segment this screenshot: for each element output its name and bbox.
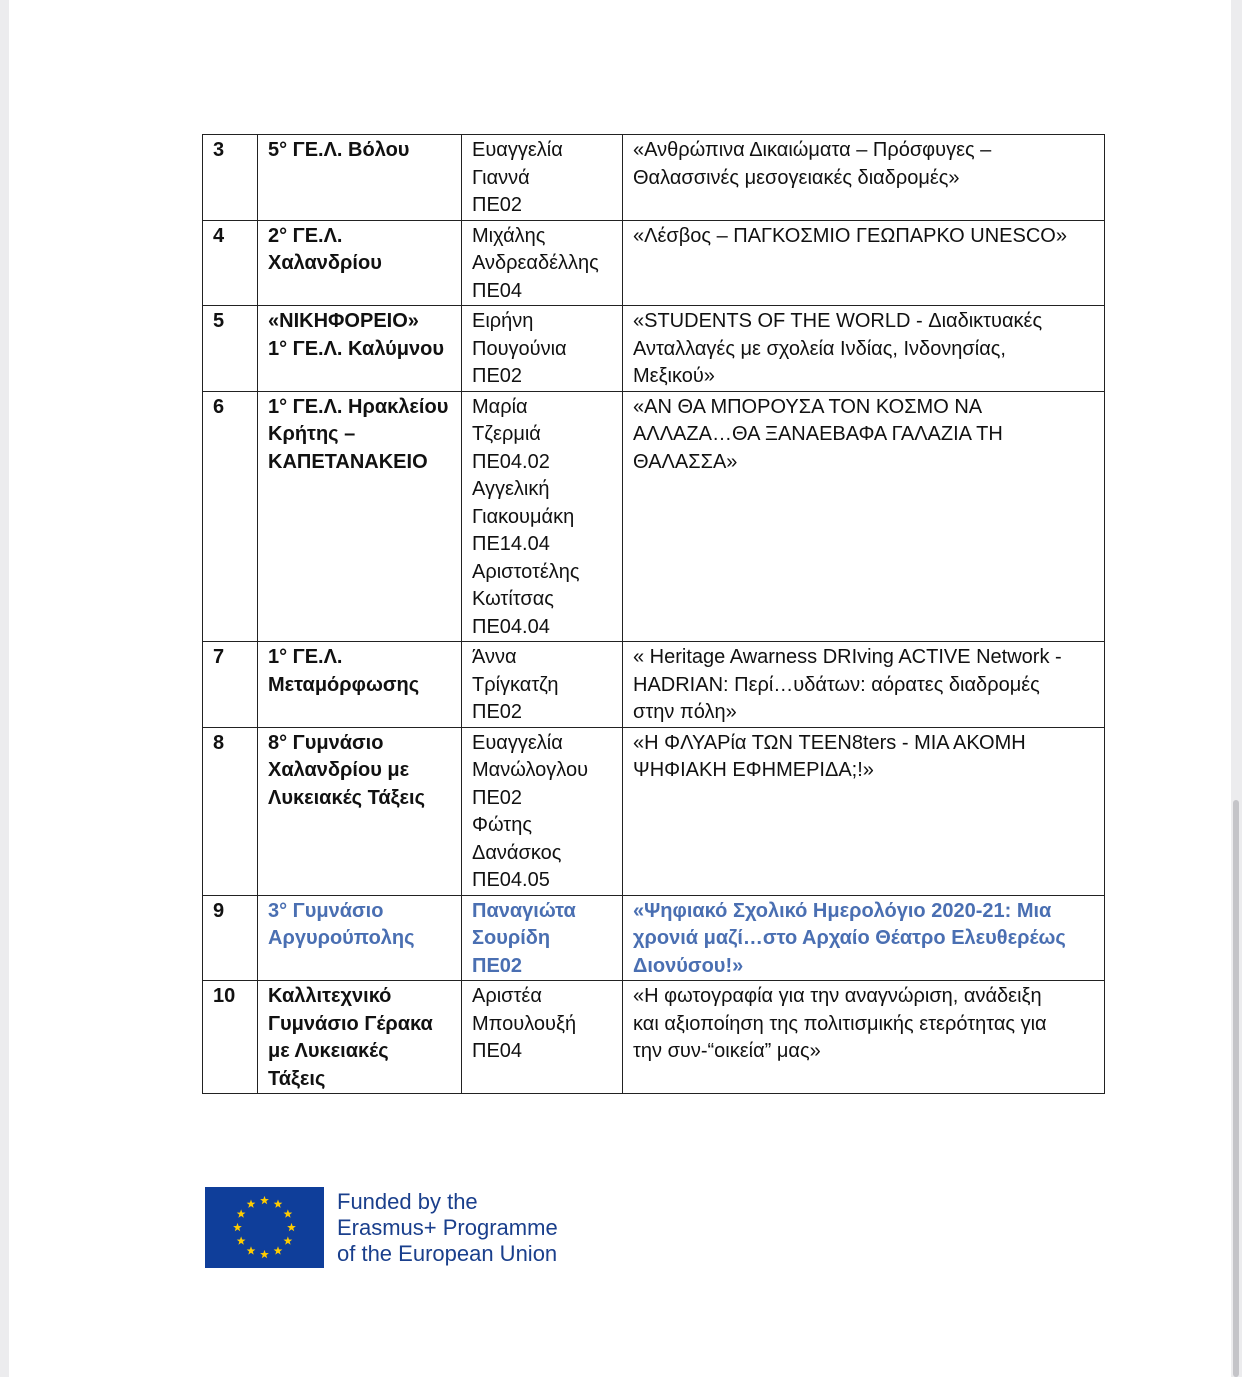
- school-line: Μεταμόρφωσης: [268, 673, 420, 696]
- school-cell: [258, 306, 462, 392]
- teacher-line: Τζερμιά: [472, 423, 541, 445]
- school-cell: [258, 135, 462, 221]
- school-line: 5° ΓΕ.Λ. Βόλου: [268, 139, 410, 161]
- eu-star: [260, 1196, 269, 1204]
- project-title-cell: [623, 220, 1105, 306]
- eu-star: [237, 1236, 246, 1244]
- table-row: [203, 306, 1105, 392]
- school-line: Γυμνάσιο Γέρακα: [268, 1012, 433, 1035]
- school-cell: [258, 981, 462, 1094]
- erasmus-funding-notice: [205, 1187, 585, 1268]
- eu-stars: [205, 1187, 324, 1268]
- funding-line-3: of the European Union: [337, 1241, 558, 1266]
- teacher-cell: [462, 642, 623, 728]
- eu-star: [287, 1223, 296, 1231]
- funding-line-1: Funded by the: [337, 1189, 478, 1214]
- eu-star: [247, 1200, 256, 1208]
- row-number-cell: 3: [203, 135, 258, 221]
- scrollbar-thumb[interactable]: [1233, 800, 1239, 1377]
- eu-star: [247, 1246, 256, 1254]
- teacher-line: ΠΕ04.05: [472, 869, 550, 891]
- project-title-line: την συν-“οικεία” μας»: [633, 1040, 821, 1062]
- eu-star: [274, 1246, 283, 1254]
- row-number-cell: 5: [203, 306, 258, 392]
- school-cell: [258, 727, 462, 895]
- project-title-line: Θαλασσινές μεσογειακές διαδρομές»: [633, 166, 960, 189]
- school-line: «ΝΙΚΗΦΟΡΕΙΟ»: [268, 310, 419, 332]
- school-line: Χαλανδρίου με: [268, 759, 410, 781]
- project-title-line: «Ανθρώπινα Δικαιώματα – Πρόσφυγες –: [633, 139, 992, 161]
- project-title-line: Διονύσου!»: [633, 954, 744, 977]
- eu-star: [284, 1236, 293, 1244]
- teacher-line: Ευαγγελία: [472, 731, 563, 754]
- teacher-cell: [462, 220, 623, 306]
- table-row: [203, 220, 1105, 306]
- project-title-line: στην πόλη»: [633, 701, 737, 723]
- project-title-line: ΑΛΛΑΖΑ…ΘΑ ΞΑΝΑΕΒΑΦΑ ΓΑΛΑΖΙΑ ΤΗ: [633, 423, 1003, 445]
- project-title-line: «STUDENTS OF THE WORLD - Διαδικτυακές: [633, 310, 1043, 332]
- project-title-line: «ΑΝ ΘΑ ΜΠΟΡΟΥΣΑ ΤΟΝ ΚΟΣΜΟ ΝΑ: [633, 395, 983, 418]
- project-title-line: Ανταλλαγές με σχολεία Ινδίας, Ινδονησίας,: [633, 337, 1006, 360]
- school-line: 1° ΓΕ.Λ.: [268, 646, 343, 668]
- school-line: Λυκειακές Τάξεις: [268, 786, 425, 809]
- teacher-cell: [462, 135, 623, 221]
- eu-star: [237, 1209, 246, 1217]
- teacher-line: ΠΕ14.04: [472, 533, 550, 555]
- row-number-cell: 7: [203, 642, 258, 728]
- row-number-cell: 9: [203, 895, 258, 981]
- school-line: Τάξεις: [268, 1067, 326, 1090]
- school-line: Αργυρούπολης: [268, 927, 415, 949]
- row-number-cell: 6: [203, 391, 258, 642]
- teacher-line: ΠΕ04.04: [472, 615, 550, 638]
- school-line: 1° ΓΕ.Λ. Καλύμνου: [268, 337, 445, 360]
- table-row: [203, 642, 1105, 728]
- project-title-line: ΨΗΦΙΑΚΗ ΕΦΗΜΕΡΙΔΑ;!»: [633, 759, 874, 781]
- school-line: 8° Γυμνάσιο: [268, 731, 384, 754]
- teacher-cell: [462, 727, 623, 895]
- teacher-line: Μπουλουξή: [472, 1012, 577, 1035]
- teacher-line: Άννα: [472, 646, 517, 668]
- teacher-line: ΠΕ04: [472, 279, 523, 302]
- project-title-line: « Heritage Awarness DRIving ACTIVE Network -: [633, 646, 1062, 668]
- table-row: [203, 391, 1105, 642]
- teacher-line: Τρίγκατζη: [472, 673, 559, 696]
- teacher-line: Ευαγγελία: [472, 139, 563, 161]
- projects-table-body: [203, 135, 1105, 1094]
- project-title-cell: [623, 727, 1105, 895]
- table-row: [203, 727, 1105, 895]
- teacher-line: Μαρία: [472, 395, 528, 418]
- school-line: με Λυκειακές: [268, 1040, 389, 1062]
- document-page: [9, 0, 1231, 1377]
- teacher-line: Γιαννά: [472, 166, 530, 189]
- project-title-line: χρονιά μαζί…στο Αρχαίο Θέατρο Ελευθερέως: [633, 927, 1066, 949]
- table-row: [203, 135, 1105, 221]
- teacher-line: Γιακουμάκη: [472, 505, 575, 528]
- project-title-cell: [623, 642, 1105, 728]
- teacher-line: Πουγούνια: [472, 337, 567, 360]
- teacher-line: Μιχάλης: [472, 224, 546, 247]
- teacher-line: Κωτίτσας: [472, 588, 554, 610]
- school-cell: [258, 220, 462, 306]
- teacher-line: Φώτης: [472, 814, 532, 836]
- funding-text: [337, 1189, 558, 1267]
- project-title-line: HADRIAN: Περί…υδάτων: αόρατες διαδρομές: [633, 673, 1040, 696]
- eu-star: [274, 1200, 283, 1208]
- table-row: [203, 981, 1105, 1094]
- project-title-line: «Η ΦΛΥΑΡία ΤΩΝ TEEN8ters - ΜΙΑ ΑΚΟΜΗ: [633, 731, 1026, 754]
- eu-star: [260, 1250, 269, 1258]
- project-title-cell: [623, 306, 1105, 392]
- teacher-line: Ανδρεαδέλλης: [472, 252, 599, 274]
- school-cell: [258, 895, 462, 981]
- funding-line-2: Erasmus+ Programme: [337, 1215, 558, 1240]
- eu-star: [233, 1223, 242, 1231]
- project-title-line: «Η φωτογραφία για την αναγνώριση, ανάδειξη: [633, 985, 1042, 1007]
- school-line: 3° Γυμνάσιο: [268, 899, 384, 922]
- project-title-cell: [623, 981, 1105, 1094]
- project-title-line: και αξιοποίηση της πολιτισμικής ετερότητας για: [633, 1012, 1047, 1035]
- project-title-cell: [623, 391, 1105, 642]
- project-title-line: ΘΑΛΑΣΣΑ»: [633, 450, 738, 473]
- teacher-line: Δανάσκος: [472, 841, 562, 864]
- eu-star: [284, 1209, 293, 1217]
- teacher-line: ΠΕ02: [472, 365, 523, 387]
- teacher-line: Σουρίδη: [472, 927, 551, 949]
- school-line: Καλλιτεχνικό: [268, 985, 392, 1007]
- school-line: Κρήτης –: [268, 423, 356, 445]
- school-line: Χαλανδρίου: [268, 252, 382, 274]
- project-title-line: «Λέσβος – ΠΑΓΚΟΣΜΙΟ ΓΕΩΠΑΡΚΟ UNESCO»: [633, 224, 1067, 247]
- school-cell: [258, 391, 462, 642]
- vertical-scrollbar[interactable]: [1231, 0, 1242, 1377]
- teacher-line: Μανώλογλου: [472, 759, 589, 781]
- row-number-cell: 4: [203, 220, 258, 306]
- school-line: 2° ΓΕ.Λ.: [268, 224, 343, 247]
- teacher-line: ΠΕ04: [472, 1040, 523, 1062]
- school-cell: [258, 642, 462, 728]
- teacher-line: Αριστέα: [472, 985, 542, 1007]
- project-title-cell: [623, 895, 1105, 981]
- teacher-line: ΠΕ02: [472, 954, 523, 977]
- project-title-line: Μεξικού»: [633, 365, 715, 387]
- teacher-line: ΠΕ02: [472, 786, 523, 809]
- teacher-line: Παναγιώτα: [472, 899, 576, 922]
- row-number-cell: 8: [203, 727, 258, 895]
- teacher-line: ΠΕ02: [472, 701, 523, 723]
- school-line: 1° ΓΕ.Λ. Ηρακλείου: [268, 395, 449, 418]
- school-line: ΚΑΠΕΤΑΝΑΚΕΙΟ: [268, 450, 428, 473]
- teacher-cell: [462, 981, 623, 1094]
- project-title-line: «Ψηφιακό Σχολικό Ημερολόγιο 2020-21: Μια: [633, 899, 1052, 922]
- project-title-cell: [623, 135, 1105, 221]
- teacher-cell: [462, 306, 623, 392]
- teacher-line: Αριστοτέλης: [472, 560, 580, 583]
- teacher-line: ΠΕ02: [472, 194, 523, 216]
- teacher-cell: [462, 391, 623, 642]
- projects-table: [202, 134, 1105, 1094]
- row-number-cell: 10: [203, 981, 258, 1094]
- eu-flag-icon: [205, 1187, 324, 1268]
- teacher-line: Ειρήνη: [472, 310, 534, 332]
- table-row: [203, 895, 1105, 981]
- teacher-line: Αγγελική: [472, 478, 550, 500]
- teacher-cell: [462, 895, 623, 981]
- teacher-line: ΠΕ04.02: [472, 450, 550, 473]
